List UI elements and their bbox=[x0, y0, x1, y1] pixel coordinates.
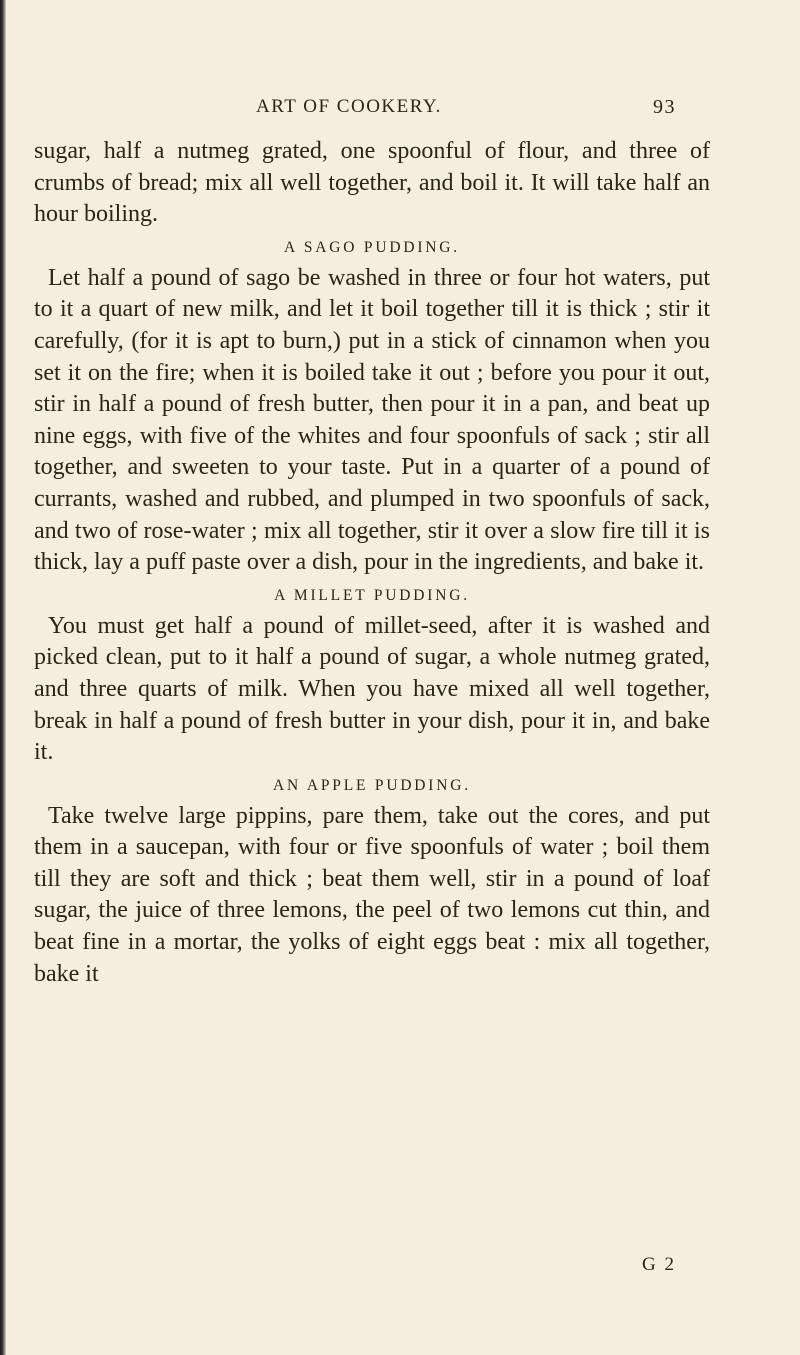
continuation-paragraph: sugar, half a nutmeg grated, one spoonful of flour, and three of crumbs of bread; mix all well together, and boil it. It will take half an hour boiling. bbox=[34, 138, 710, 228]
heading-sago-pudding: A SAGO PUDDING. bbox=[284, 238, 460, 256]
running-head bbox=[256, 96, 676, 124]
signature-mark: G 2 bbox=[642, 1254, 676, 1275]
paragraph-sago-pudding: Let half a pound of sago be washed in three or four hot waters, put to it a quart of new milk, and let it boil together till it is thick ; stir it carefully, (for it is apt to burn,) put in a stick of cinnamon when you set it on the fire; when it is boiled take it out ; before you pour it out, stir in half a pound of fresh butter, then pour it in a pan, and beat up nine eggs, with five of the whites and four spoonfuls of sack ; stir all together, and sweeten to your taste. Put in a quarter of a pound of currants, washed and rubbed, and plumped in two spoonfuls of sack, and two of rose-water ; mix all together, stir it over a slow fire till it is thick, lay a puff paste over a dish, pour in the ingredients, and bake it. bbox=[34, 264, 710, 576]
page-number: 93 bbox=[653, 96, 676, 118]
recipe-text bbox=[34, 136, 710, 990]
heading-apple-pudding: AN APPLE PUDDING. bbox=[273, 776, 471, 794]
heading-millet-pudding: A MILLET PUDDING. bbox=[274, 586, 470, 604]
paragraph-millet-pudding: You must get half a pound of millet-seed, after it is washed and picked clean, put to it half a pound of sugar, a whole nutmeg grated, and three quarts of milk. When you have mixed all well together, break in half a pound of fresh butter in your dish, pour it in, and bake it. bbox=[34, 612, 710, 766]
running-title: ART OF COOKERY. bbox=[256, 96, 442, 117]
paragraph-apple-pudding: Take twelve large pippins, pare them, take out the cores, and put them in a saucepan, with four or five spoonfuls of water ; boil them till they are soft and thick ; beat them well, stir in a pound of loaf sugar, the juice of three lemons, the peel of two lemons cut thin, and beat fine in a mortar, the yolks of eight eggs beat : mix all together, bake it bbox=[34, 802, 710, 987]
